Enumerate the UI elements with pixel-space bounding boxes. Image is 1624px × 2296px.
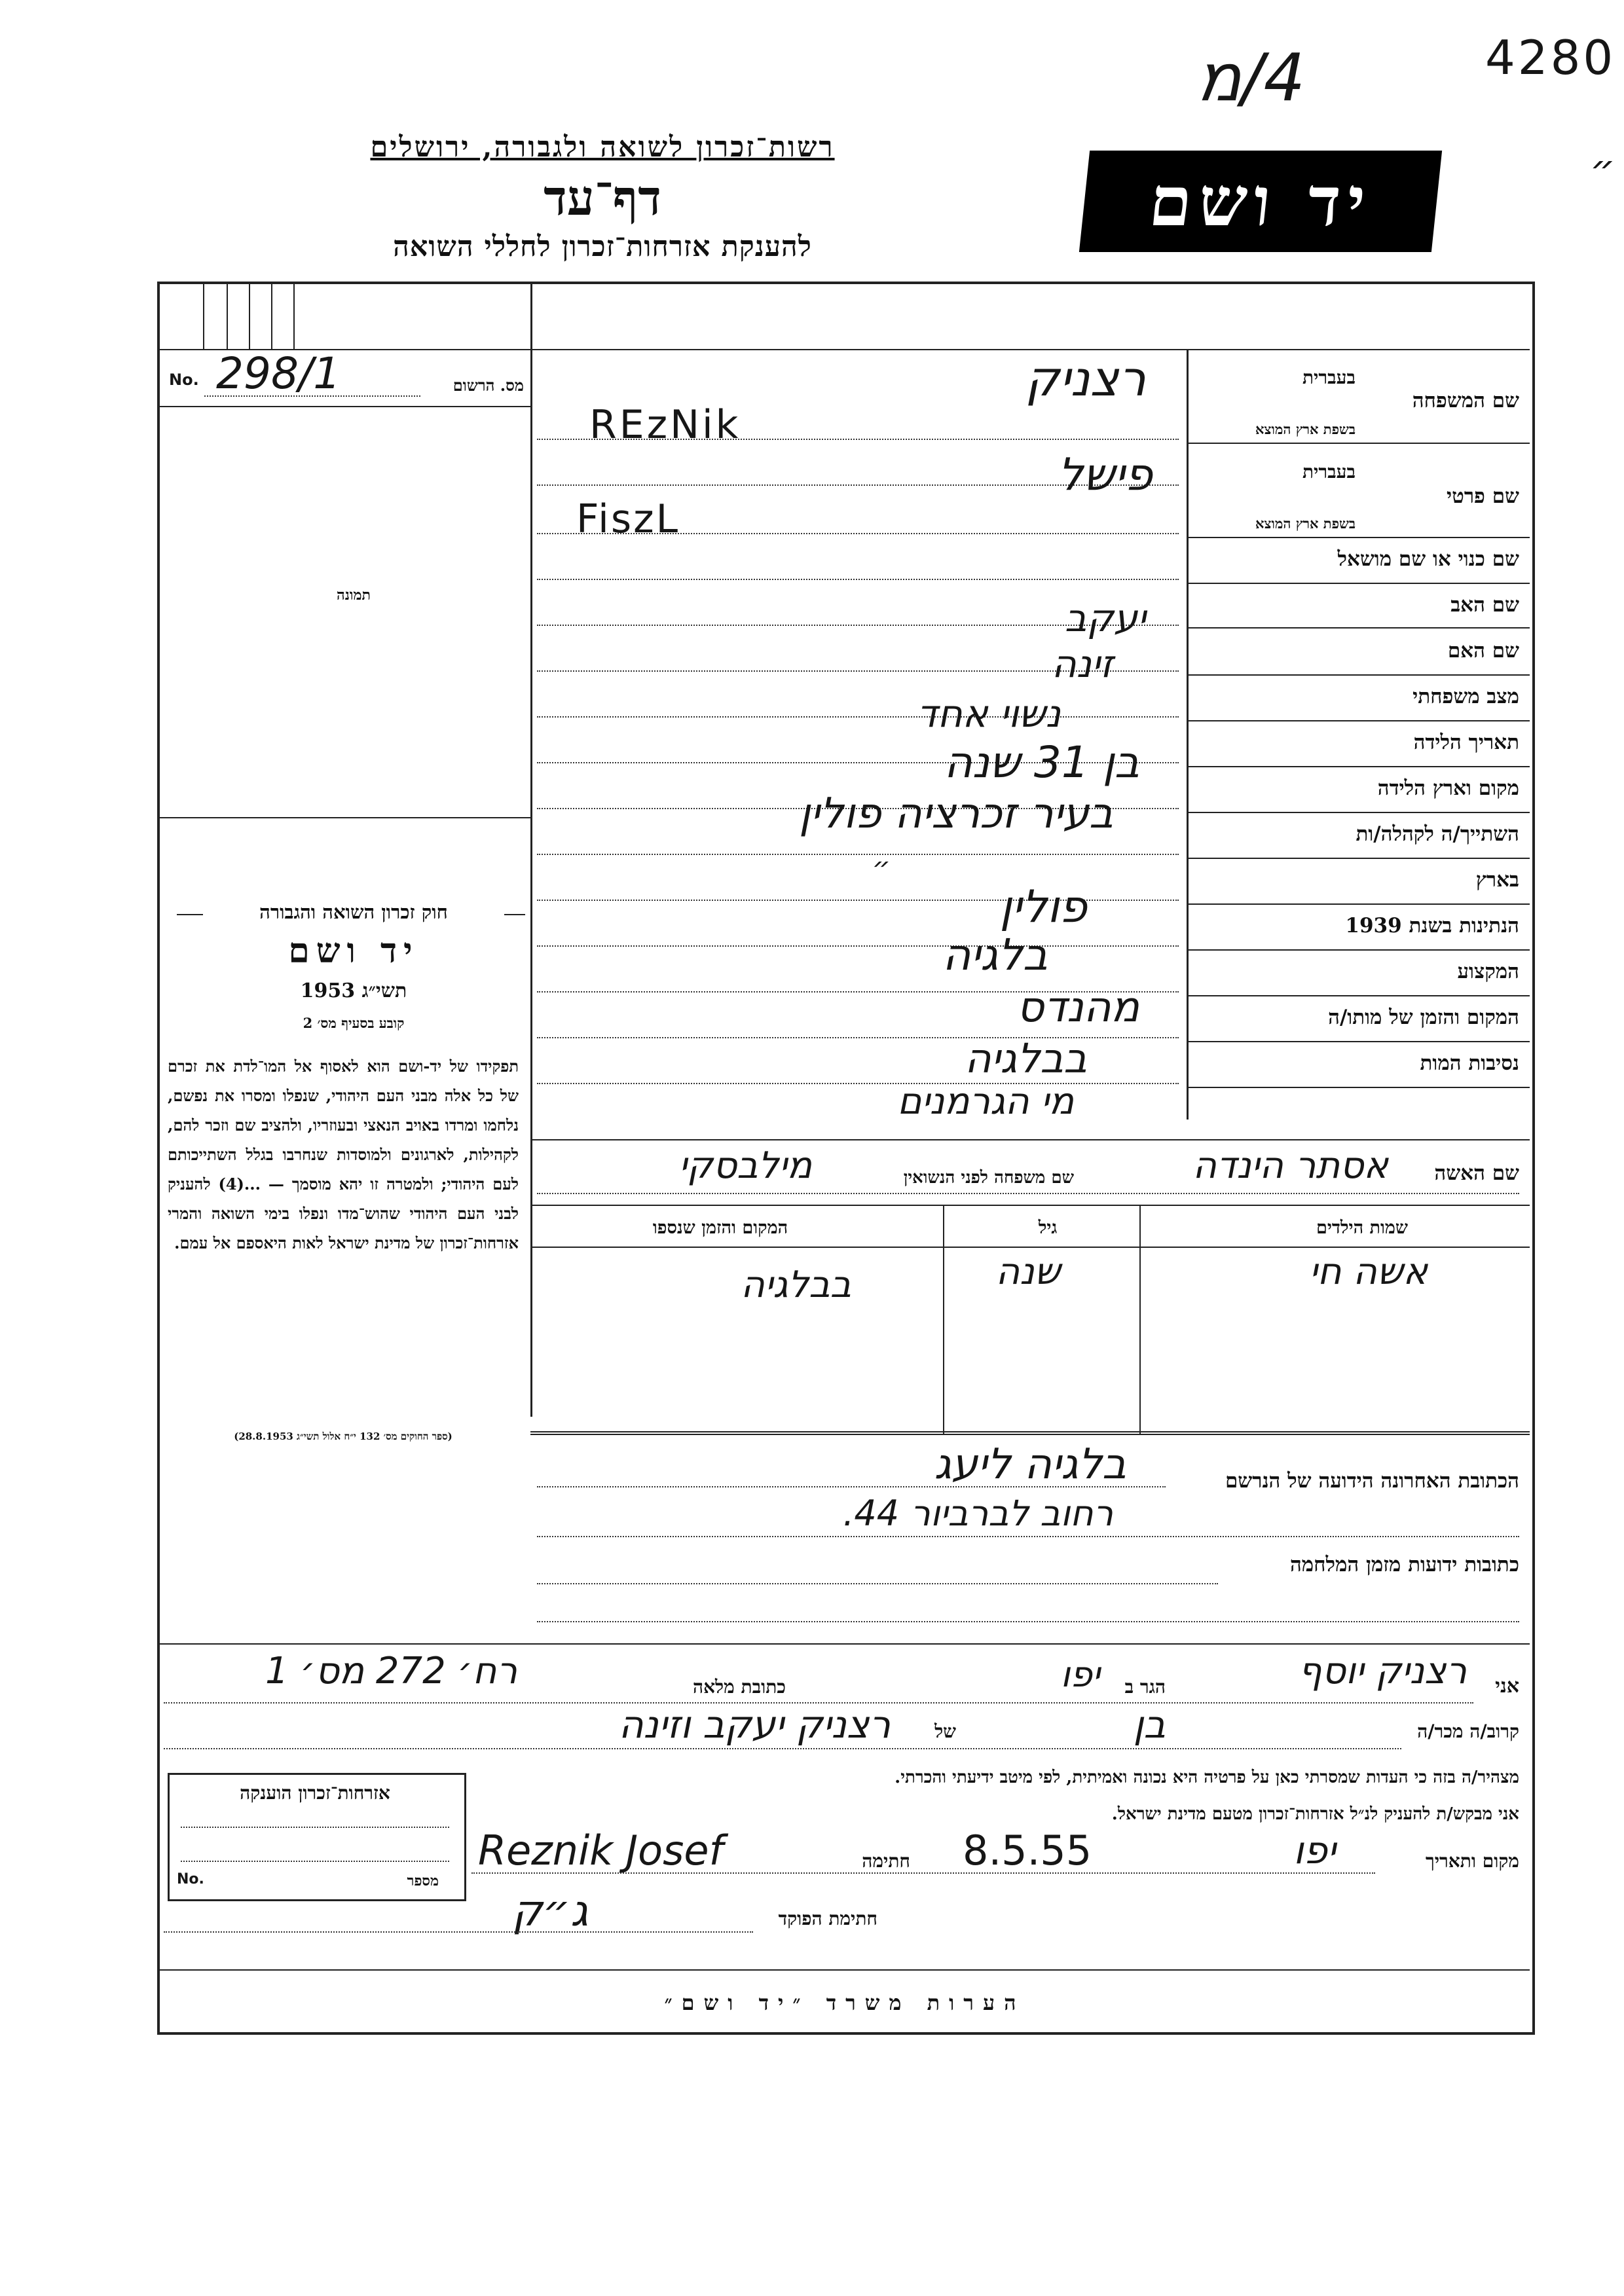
first-origin-value: FiszL (576, 496, 680, 542)
child-place: בבלגיה (741, 1264, 851, 1306)
country-line (1187, 903, 1530, 905)
form-title: דף־עד (544, 170, 661, 227)
decl-relation-value: בן (1133, 1702, 1166, 1747)
birth-place-line (1187, 812, 1530, 813)
law-title: חוק זכרון השואה והגבורה (259, 901, 448, 923)
first-name-label: שם פרטי (1446, 484, 1519, 508)
address-guide-3 (537, 1583, 1218, 1584)
wife-row-top (530, 1139, 1530, 1140)
maiden-label: שם משפחה לפני הנשואין (903, 1168, 1074, 1188)
decl-of-label: של (934, 1721, 956, 1742)
profession-label: המקצוע (1457, 960, 1519, 983)
decl-i-value: רצניק יוסף (1298, 1650, 1467, 1692)
citizenship-title: אזרחות־זכרון הוענקה (240, 1782, 390, 1804)
decl-address-label: כתובת מלאה (692, 1676, 786, 1698)
wife-value: אסתר הינדה (1192, 1144, 1388, 1187)
photo-label: תמונה (337, 587, 371, 604)
father-value: יעקב (1065, 596, 1146, 640)
citizenship-guide-1 (181, 1827, 449, 1828)
tick-1 (203, 284, 204, 349)
community-value: ״ (872, 851, 891, 884)
family-origin-value: REzNik (589, 402, 741, 448)
form-subtitle: להענקת אזרחות־זכרון לחללי השואה (393, 230, 812, 263)
decl-guide-4 (164, 1931, 753, 1933)
label-column-divider (1187, 350, 1189, 1120)
children-header-line (530, 1247, 1530, 1248)
address-guide-2 (537, 1536, 1519, 1537)
children-table-bottom (530, 1434, 1530, 1435)
family-origin-label: בשפת ארץ המוצא (1255, 421, 1356, 437)
birth-date-line (1187, 766, 1530, 767)
first-origin-label: בשפת ארץ המוצא (1255, 515, 1356, 532)
decl-i-label: אני (1495, 1675, 1519, 1698)
children-age-header: גיל (1038, 1218, 1058, 1238)
top-row-line (160, 349, 1530, 350)
law-title-dash-right (504, 914, 525, 915)
law-clause: קובע בסעיף מס׳ 2 (303, 1015, 405, 1031)
community-line (1187, 858, 1530, 859)
value-guide-4 (537, 579, 1179, 580)
child-name: אשה חי (1309, 1250, 1428, 1293)
decl-signature-value: Reznik Josef (478, 1827, 724, 1874)
marital-label: מצב משפחתי (1412, 685, 1519, 708)
wife-guide (537, 1193, 1519, 1194)
citizenship-number-label: מספר (407, 1872, 439, 1889)
profession-value: מהנדס (1016, 983, 1139, 1032)
first-label-line (1187, 537, 1530, 538)
officer-value: ג״ק (511, 1886, 589, 1936)
decl-of-value: רצניק יעקב וזינה (618, 1702, 891, 1747)
birth-place-label: מקום וארץ הלידה (1377, 776, 1519, 800)
marital-value: נשוי אחד (917, 691, 1061, 736)
tick-5 (293, 284, 295, 349)
org-line: רשות־זכרון לשואה ולגבורה, ירושלים (370, 131, 835, 164)
death-place-label: המקום והזמן של מותו/ה (1328, 1006, 1519, 1029)
address-guide-4 (537, 1621, 1519, 1622)
father-label: שם האב (1450, 593, 1519, 617)
mother-label: שם האם (1447, 639, 1519, 663)
photo-box-bottom (160, 817, 530, 818)
law-title-dash-left (177, 914, 203, 915)
nickname-line (1187, 583, 1530, 584)
registration-label: מס. הרשום (452, 376, 524, 395)
death-place-line (1187, 1041, 1530, 1042)
wife-row-bottom (530, 1205, 1530, 1206)
decl-guide-2 (164, 1748, 1401, 1749)
law-source: (ספר החוקים מס׳ 132 י״ח אלול תשי״ג 28.8.1953) (234, 1430, 452, 1442)
tick-3 (249, 284, 250, 349)
children-names-header: שמות הילדים (1316, 1218, 1409, 1238)
decl-resides-value: יפו (1060, 1654, 1100, 1695)
law-name: יד ושם (288, 931, 419, 971)
corner-number: 4280 (1485, 30, 1616, 85)
nationality-label: הנתינות בשנת 1939 (1345, 914, 1519, 938)
community-label: השתייך/ה לקהלה/ות (1356, 822, 1519, 846)
death-cause-label: נסיבות המות (1420, 1051, 1519, 1075)
father-line (1187, 627, 1530, 629)
office-notes: הערות משרד ״יד ושם״ (664, 1990, 1025, 2015)
tick-4 (271, 284, 272, 349)
death-cause-line (1187, 1087, 1530, 1088)
corner-tick: ״ (1590, 147, 1615, 192)
mother-line (1187, 674, 1530, 676)
last-address-label: הכתובת האחרונה הידועה של הנרשם (1225, 1469, 1519, 1493)
nationality-value: בלגיה (942, 930, 1048, 980)
family-hebrew-label: בעברית (1302, 367, 1356, 388)
law-year: תשי״ג 1953 (300, 979, 407, 1002)
decl-statement: מצהיר/ה בזה כי העדות שמסרתי כאן על פרטיה היא נכונה ואמיתית, לפי מיטב ידיעתי והכרתי. (895, 1768, 1519, 1787)
law-text: תפקידו של יד-ושם הוא לאסוף אל המו־לדת את זכרם של כל אלה מבני העם היהודי, שנפלו ומסרו את נפשם, נלחמו ומרדו באויב הנאצי ובעוזריו, ולהציב שם וזכר להם, לקהילות, לארגונים ולמוסדות שנחרבו בגלל השתייכותם לעם היהודי; ולמטרה זו יהא מוסמך — ...(4) להעניק לבני העם היהודי שהוש־מדו ונפלו בימי השואה והמרי אזרחות־זכרון של מדינת ישראל לאות היאספם אל עמם. (168, 1057, 519, 1252)
country-label: בארץ (1475, 868, 1519, 892)
decl-place-date-label: מקום ותאריך (1425, 1850, 1519, 1872)
child-age: שנה (995, 1250, 1061, 1293)
children-col-divider-1 (1139, 1205, 1141, 1434)
country-value: פולין (999, 881, 1087, 933)
decl-request: אני מבקש/ת להעניק לנ״ל אזרחות־זכרון מטעם מדינת ישראל. (1111, 1804, 1519, 1824)
address-section-top (530, 1431, 1530, 1432)
birth-date-value: בן 31 שנה (944, 737, 1139, 788)
death-place-value: בבלגיה (965, 1034, 1087, 1082)
first-hebrew-value: פישל (1058, 449, 1153, 501)
children-place-header: המקום והזמן שנספו (652, 1218, 788, 1238)
children-col-divider-2 (943, 1205, 944, 1434)
registration-number: 298/1 (216, 348, 341, 399)
nickname-label: שם כנוי או שם מושאל (1337, 547, 1519, 571)
corner-mark: 4/מ (1197, 39, 1306, 116)
nationality-line (1187, 949, 1530, 951)
decl-date-value: 8.5.55 (963, 1827, 1092, 1874)
registration-row-line (160, 406, 530, 407)
maiden-value: מילבסקי (678, 1144, 812, 1187)
birth-place-value: בעיר זכרציה פולין (799, 790, 1113, 838)
decl-resides-label: הגר ב (1124, 1676, 1166, 1698)
citizenship-guide-2 (181, 1861, 449, 1862)
last-address-line1: בלגיה ליעג (934, 1440, 1126, 1489)
decl-address-value: רח׳ 272 מס׳ 1 (265, 1650, 517, 1692)
wartime-address-label: כתובות ידועות מזמן המלחמה (1289, 1553, 1519, 1576)
wife-label: שם האשה (1434, 1161, 1519, 1185)
address-guide-1 (537, 1486, 1166, 1487)
decl-place-value: יפו (1293, 1828, 1336, 1872)
decl-guide-3 (471, 1872, 1375, 1874)
declaration-top (160, 1643, 1530, 1645)
registration-no-label: No. (169, 371, 199, 389)
family-label-line (1187, 443, 1530, 444)
logo-text: יד ושם (1145, 161, 1376, 242)
profession-line (1187, 995, 1530, 996)
registration-underline (204, 395, 420, 397)
decl-relation-label: קרוב/ה מכר/ה (1417, 1721, 1519, 1742)
decl-signature-label: חתימה (862, 1850, 910, 1872)
mother-value: זינה (1051, 642, 1113, 686)
last-address-line2: רחוב לברביור 44. (843, 1493, 1113, 1534)
birth-date-label: תאריך הלידה (1413, 731, 1519, 754)
family-hebrew-value: רצניק (1025, 351, 1146, 407)
tick-2 (227, 284, 228, 349)
yad-vashem-logo (1079, 151, 1442, 252)
death-cause-value: מי הגרמנים (897, 1080, 1074, 1123)
citizenship-no-label: No. (177, 1871, 204, 1887)
office-notes-top (160, 1969, 1530, 1971)
officer-label: חתימת הפוקד (778, 1908, 877, 1929)
family-name-label: שם המשפחה (1412, 389, 1519, 412)
marital-line (1187, 720, 1530, 721)
first-hebrew-label: בעברית (1302, 461, 1356, 483)
